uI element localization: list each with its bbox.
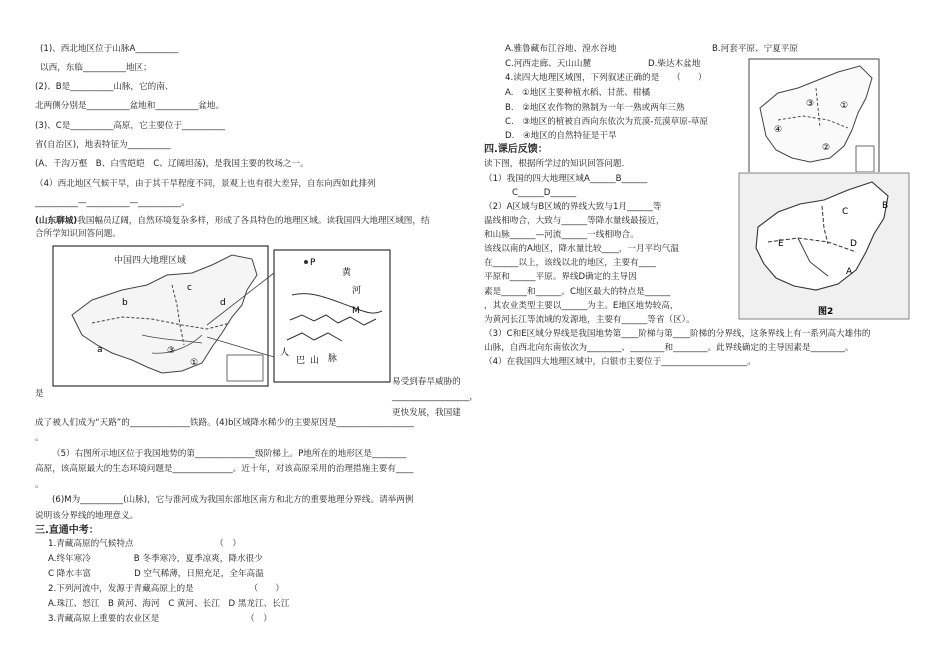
fb4-line: （4）在我国四大地理区域中，白银市主要位于____________________。 <box>484 357 756 367</box>
fb-line-3: （2）A区域与B区域的界线大致与1月______等 <box>484 202 662 212</box>
map-label-b: b <box>122 298 128 308</box>
side-text-2: __________________， <box>392 392 478 402</box>
fb3-line-1: （3）C和E区域分界线是我国地势第____阶梯与第____阶梯的分界线，这条界线上有一系列高大雄伟的 <box>484 329 871 339</box>
china-four-regions-map <box>52 245 394 387</box>
q1-line-2: 以西，东临__________地区； <box>40 63 152 73</box>
shandong-question <box>35 216 430 227</box>
inset-label-shan: 山 <box>310 356 320 366</box>
inset-label-m: M <box>352 306 360 316</box>
q-rail-end: 。 <box>35 433 44 443</box>
map-label-1: ① <box>190 358 199 368</box>
q1-line-3: (2)、B是__________山脉，它的南、 <box>35 82 174 92</box>
fb-line-10: ，其农业类型主要以______为主。E地区地势较高， <box>484 301 679 311</box>
option-b: B.河套平原、宁夏平原 <box>712 44 798 54</box>
q4-option-a: A. ①地区主要种植水稻、甘蔗、柑橘 <box>505 88 651 98</box>
mc3-paren: （ ） <box>246 614 272 624</box>
inset-label-ba: 巴 <box>296 356 306 366</box>
mc-line-2: A.终年寒冷 B 冬季寒冷，夏季凉爽，降水很少 <box>48 554 263 564</box>
q6-line-1: (6)M为__________(山脉)，它与淮河成为我国东部地区南方和北方的重要地理分界线。请举两例 <box>52 495 414 505</box>
section-3-heading: 三.直通中考： <box>35 525 99 536</box>
map-label-c: c <box>187 283 192 293</box>
fb-line-4: 温线相吻合，大致与______等降水量线最接近， <box>484 216 665 226</box>
q1-line-7: (A、千沟万壑 B、白雪皑皑 C、辽阔坦荡)，是我国主要的牧场之一。 <box>35 159 309 169</box>
side-text-1: 易受到春旱威胁的 <box>392 377 461 387</box>
q4-option-d: D. ④地区的自然特征是干旱 <box>505 131 617 141</box>
q1-line-9: __________—__________—__________。 <box>35 198 190 208</box>
mc-line-1: 1.青藏高原的气候特点 （ ） <box>48 539 241 549</box>
q1-line-6: 省(自治区)，地表特征为__________ <box>35 140 171 150</box>
inset-label-mai: 脉 <box>328 354 338 364</box>
shandong-text-2: 合所学知识回答问题。 <box>35 229 121 239</box>
q5-line-1: （5）右图所示地区位于我国地势的第______________级阶梯上。P地所在的地形区是________ <box>52 449 407 459</box>
map2-caption: 图2 <box>818 307 834 317</box>
mc-line-6: 3.青藏高原上重要的农业区是 <box>48 614 160 624</box>
shandong-text-1: 我国幅员辽阔，自然环境复杂多样，形成了各具特色的地理区域。读我国四大地理区域图，结 <box>77 216 430 226</box>
q1-line-1: (1)、西北地区位于山脉A__________ <box>40 44 179 54</box>
fb3-line-2: 山脉，自西北向东南依次为________、________和________。此界线确定的主导因素是________。 <box>484 343 854 353</box>
fb-line-5: 和山脉______—河流______一线相吻合。 <box>484 230 639 240</box>
q4-option-b: B. ②地区农作物的熟制为一年一熟或两年三熟 <box>505 103 685 113</box>
q1-line-5: (3)、C是__________高原，它主要位于__________ <box>35 121 226 131</box>
q5-line-2: 高原，该高原最大的生态环境问题是______________。近十年，对该高原采用的治理措施主要有____ <box>35 464 414 474</box>
q4-stem: 4.读四大地理区域图，下列叙述正确的是 （ ） <box>505 73 707 83</box>
map-label-d: d <box>220 298 226 308</box>
option-a: A.雅鲁藏布江谷地、湟水谷地 <box>505 44 617 54</box>
regions-map-figure-2 <box>738 172 910 320</box>
inset-label-huang: 黄 <box>342 268 352 278</box>
fb-line-7: 在______以上，该线以北的地区，主要有____ <box>484 258 656 268</box>
side-text-3: 更快发展，我国建 <box>392 408 461 418</box>
inset-label-p: P <box>310 258 316 268</box>
q-rail: 成了被人们成为“天路”的______________铁路。(4)b区域降水稀少的主要原因是__________________ <box>35 418 414 428</box>
option-d: D.柴达木盆地 <box>648 59 701 69</box>
fb-line-2: C______D______ <box>512 188 577 198</box>
shandong-label: (山东聊城) <box>35 216 78 226</box>
q1-line-8: （4）西北地区气候干旱，由于其干旱程度不同，景观上也有很大差异，自东向西如此排列 <box>35 179 376 189</box>
map2-label-a: A <box>846 267 853 277</box>
map1-label-1: ① <box>840 101 849 111</box>
regions-map-small <box>748 58 880 178</box>
left-fragment: 是 <box>35 389 44 399</box>
q5-line-3: 。 <box>35 480 44 490</box>
q1-line-4: 北两侧分别是__________盆地和__________盆地。 <box>35 101 225 111</box>
option-c: C.河西走廊、天山山麓 <box>505 59 592 69</box>
inset-label-he: 河 <box>352 286 362 296</box>
section-4-heading: 四.课后反馈： <box>484 144 548 155</box>
map-title: 中国四大地理区域 <box>114 256 187 266</box>
map-label-3: ③ <box>167 346 176 356</box>
fb-line-6: 该线以南的A地区，降水量比较____，一月平均气温 <box>484 244 679 254</box>
fb-line-9: 素是______和______。C地区最大的特点是______ <box>484 287 671 297</box>
q4-option-c: C. ③地区的植被自西向东依次为荒漠-荒漠草原-草原 <box>505 117 709 127</box>
mc-line-4: 2.下列河流中，发源于青藏高原上的是 （ ） <box>48 584 284 594</box>
map2-label-c: C <box>842 207 849 217</box>
map1-label-2: ② <box>822 143 831 153</box>
mc-line-5: A.珠江、怒江 B 黄河、海河 C 黄河、长江 D 黑龙江、长江 <box>48 599 290 609</box>
q6-line-2: 说明该分界线的地理意义。 <box>35 511 139 521</box>
inset-label-ren: 人 <box>280 348 290 358</box>
fb-line-1: （1）我国的四大地理区域A______B______ <box>484 174 648 184</box>
fb-line-8: 平原和______平原。界线D确定的主导因 <box>484 272 637 282</box>
mc-line-3: C 降水丰富 D 空气稀薄，日照充足，全年高温 <box>48 569 264 579</box>
feedback-intro: 读下图，根据所学过的知识回答问题. <box>484 159 625 169</box>
map2-label-b: B <box>882 201 889 211</box>
map1-label-3: ③ <box>806 99 815 109</box>
map2-label-e: E <box>778 239 784 249</box>
map-label-a: a <box>97 345 103 355</box>
fb-line-11: 为黄河长江等流域的发源地，主要有______等省（区）。 <box>484 315 695 325</box>
map1-label-4: ④ <box>774 125 783 135</box>
map2-label-d: D <box>850 239 857 249</box>
